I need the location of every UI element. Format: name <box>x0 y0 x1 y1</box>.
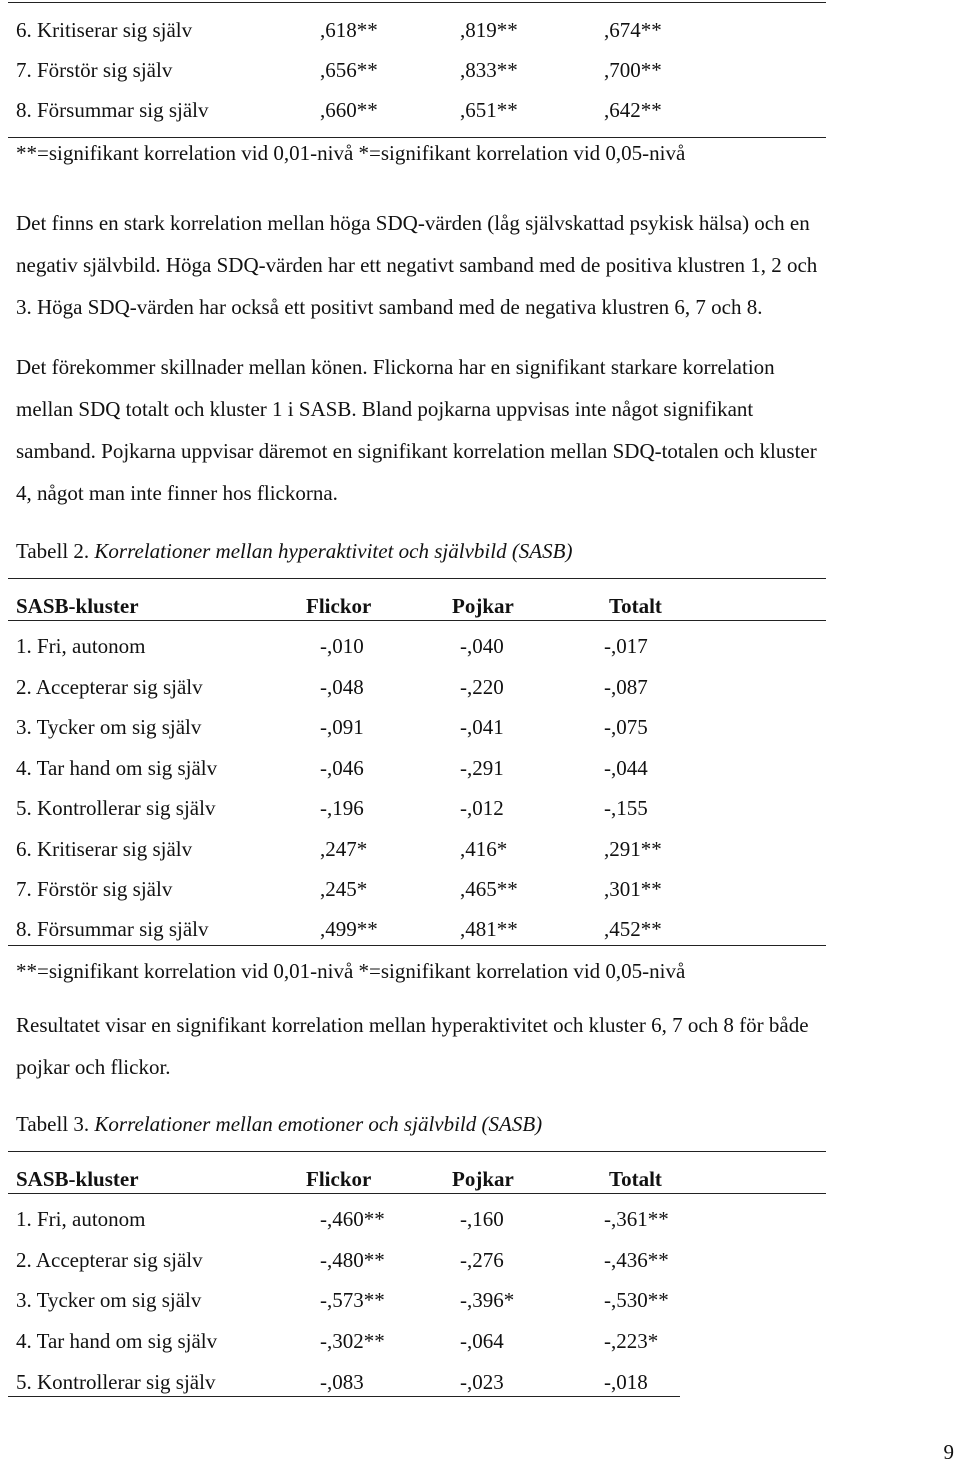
paragraph-line: mellan SDQ totalt och kluster 1 i SASB. Bland pojkarna uppvisas inte något signifikant <box>16 397 754 421</box>
totalt-value: ,291** <box>604 837 662 861</box>
table2-top-rule <box>8 578 826 579</box>
pojkar-value: ,819** <box>460 18 518 42</box>
flickor-value: -,302** <box>320 1329 385 1353</box>
row-label: 5. Kontrollerar sig själv <box>16 1370 216 1394</box>
row-label: 7. Förstör sig själv <box>16 58 173 82</box>
row-label: 8. Försummar sig själv <box>16 917 209 941</box>
totalt-value: -,155 <box>604 796 648 820</box>
paragraph-line: pojkar och flickor. <box>16 1055 171 1079</box>
table3-header-rule <box>8 1193 826 1194</box>
table-row <box>0 877 960 903</box>
table-bottom-rule <box>8 137 826 138</box>
row-label: 4. Tar hand om sig själv <box>16 1329 218 1353</box>
table-row <box>0 715 960 741</box>
flickor-value: ,247* <box>320 837 368 861</box>
pojkar-value: -,040 <box>460 634 504 658</box>
table3-caption-label: Tabell 3. <box>16 1112 90 1136</box>
paragraph-line: 3. Höga SDQ-värden har också ett positivt samband med de negativa klustren 6, 7 och 8. <box>16 295 763 319</box>
table-footnote: **=signifikant korrelation vid 0,01-nivå *=signifikant korrelation vid 0,05-nivå <box>16 141 686 165</box>
row-label: 5. Kontrollerar sig själv <box>16 796 216 820</box>
totalt-value: ,642** <box>604 98 662 122</box>
table3-top-rule <box>8 1151 826 1152</box>
paragraph-line: 4, något man inte finner hos flickorna. <box>16 481 338 505</box>
table-row <box>0 837 960 863</box>
table-row <box>0 1288 960 1314</box>
table2-bottom-rule <box>8 945 826 946</box>
paragraph-sdq-correlation <box>16 202 956 328</box>
table-row <box>0 1207 960 1233</box>
pojkar-value: ,481** <box>460 917 518 941</box>
table2-caption-label: Tabell 2. <box>16 539 90 563</box>
flickor-value: ,499** <box>320 917 378 941</box>
table3-bottom-rule <box>8 1396 680 1397</box>
totalt-value: -,361** <box>604 1207 669 1231</box>
header-sasb-kluster: SASB-kluster <box>16 594 139 618</box>
table3-caption-title: Korrelationer mellan emotioner och självbild (SASB) <box>94 1112 543 1136</box>
table2-caption-title: Korrelationer mellan hyperaktivitet och självbild (SASB) <box>94 539 573 563</box>
flickor-value: -,083 <box>320 1370 364 1394</box>
table-row <box>0 1370 960 1396</box>
row-label: 2. Accepterar sig själv <box>16 675 203 699</box>
header-pojkar: Pojkar <box>452 594 514 618</box>
table-row <box>0 58 960 84</box>
flickor-value: -,046 <box>320 756 364 780</box>
flickor-value: ,245* <box>320 877 368 901</box>
row-label: 7. Förstör sig själv <box>16 877 173 901</box>
totalt-value: -,530** <box>604 1288 669 1312</box>
flickor-value: -,460** <box>320 1207 385 1231</box>
table-row <box>0 917 960 943</box>
pojkar-value: -,276 <box>460 1248 504 1272</box>
paragraph-hyperactivity-result <box>16 1004 956 1088</box>
flickor-value: ,618** <box>320 18 378 42</box>
totalt-value: ,674** <box>604 18 662 42</box>
pojkar-value: ,465** <box>460 877 518 901</box>
pojkar-value: -,064 <box>460 1329 504 1353</box>
pojkar-value: ,416* <box>460 837 508 861</box>
totalt-value: -,223* <box>604 1329 659 1353</box>
pojkar-value: ,651** <box>460 98 518 122</box>
header-sasb-kluster: SASB-kluster <box>16 1167 139 1191</box>
table-row <box>0 98 960 124</box>
flickor-value: ,656** <box>320 58 378 82</box>
table-row <box>0 675 960 701</box>
row-label: 6. Kritiserar sig själv <box>16 18 193 42</box>
table-row <box>0 796 960 822</box>
paragraph-line: Det finns en stark korrelation mellan höga SDQ-värden (låg självskattad psykisk hälsa) och en <box>16 211 810 235</box>
header-pojkar: Pojkar <box>452 1167 514 1191</box>
totalt-value: ,301** <box>604 877 662 901</box>
table-row <box>0 756 960 782</box>
pojkar-value: -,220 <box>460 675 504 699</box>
row-label: 2. Accepterar sig själv <box>16 1248 203 1272</box>
flickor-value: ,660** <box>320 98 378 122</box>
flickor-value: -,091 <box>320 715 364 739</box>
flickor-value: -,196 <box>320 796 364 820</box>
row-label: 6. Kritiserar sig själv <box>16 837 193 861</box>
totalt-value: ,700** <box>604 58 662 82</box>
table2-header-row <box>0 594 960 620</box>
totalt-value: ,452** <box>604 917 662 941</box>
table-row <box>0 1329 960 1355</box>
pojkar-value: -,012 <box>460 796 504 820</box>
top-rule <box>8 2 826 3</box>
header-flickor: Flickor <box>306 594 372 618</box>
flickor-value: -,480** <box>320 1248 385 1272</box>
row-label: 8. Försummar sig själv <box>16 98 209 122</box>
row-label: 1. Fri, autonom <box>16 1207 146 1231</box>
totalt-value: -,087 <box>604 675 648 699</box>
row-label: 3. Tycker om sig själv <box>16 715 202 739</box>
table2-footnote: **=signifikant korrelation vid 0,01-nivå *=signifikant korrelation vid 0,05-nivå <box>16 959 686 983</box>
table3-header-row <box>0 1167 960 1193</box>
page-number: 9 <box>943 1440 954 1464</box>
pojkar-value: -,041 <box>460 715 504 739</box>
pojkar-value: -,291 <box>460 756 504 780</box>
paragraph-gender-differences <box>16 346 956 514</box>
header-totalt: Totalt <box>609 594 662 618</box>
pojkar-value: -,160 <box>460 1207 504 1231</box>
totalt-value: -,017 <box>604 634 648 658</box>
pojkar-value: -,396* <box>460 1288 515 1312</box>
totalt-value: -,075 <box>604 715 648 739</box>
table-row <box>0 1248 960 1274</box>
table2-caption <box>16 539 572 564</box>
pojkar-value: ,833** <box>460 58 518 82</box>
table2-header-rule <box>8 620 826 621</box>
table3-caption <box>16 1112 542 1137</box>
row-label: 4. Tar hand om sig själv <box>16 756 218 780</box>
header-totalt: Totalt <box>609 1167 662 1191</box>
paragraph-line: Resultatet visar en signifikant korrelation mellan hyperaktivitet och kluster 6, 7 och 8 för både <box>16 1013 809 1037</box>
table-row <box>0 634 960 660</box>
totalt-value: -,436** <box>604 1248 669 1272</box>
flickor-value: -,573** <box>320 1288 385 1312</box>
table-row <box>0 18 960 44</box>
flickor-value: -,010 <box>320 634 364 658</box>
paragraph-line: negativ självbild. Höga SDQ-värden har ett negativt samband med de positiva klustren 1, 2 och <box>16 253 818 277</box>
totalt-value: -,044 <box>604 756 648 780</box>
flickor-value: -,048 <box>320 675 364 699</box>
header-flickor: Flickor <box>306 1167 372 1191</box>
totalt-value: -,018 <box>604 1370 648 1394</box>
paragraph-line: samband. Pojkarna uppvisar däremot en signifikant korrelation mellan SDQ-totalen och kluster <box>16 439 817 463</box>
pojkar-value: -,023 <box>460 1370 504 1394</box>
paragraph-line: Det förekommer skillnader mellan könen. Flickorna har en signifikant starkare korrelation <box>16 355 775 379</box>
row-label: 3. Tycker om sig själv <box>16 1288 202 1312</box>
row-label: 1. Fri, autonom <box>16 634 146 658</box>
